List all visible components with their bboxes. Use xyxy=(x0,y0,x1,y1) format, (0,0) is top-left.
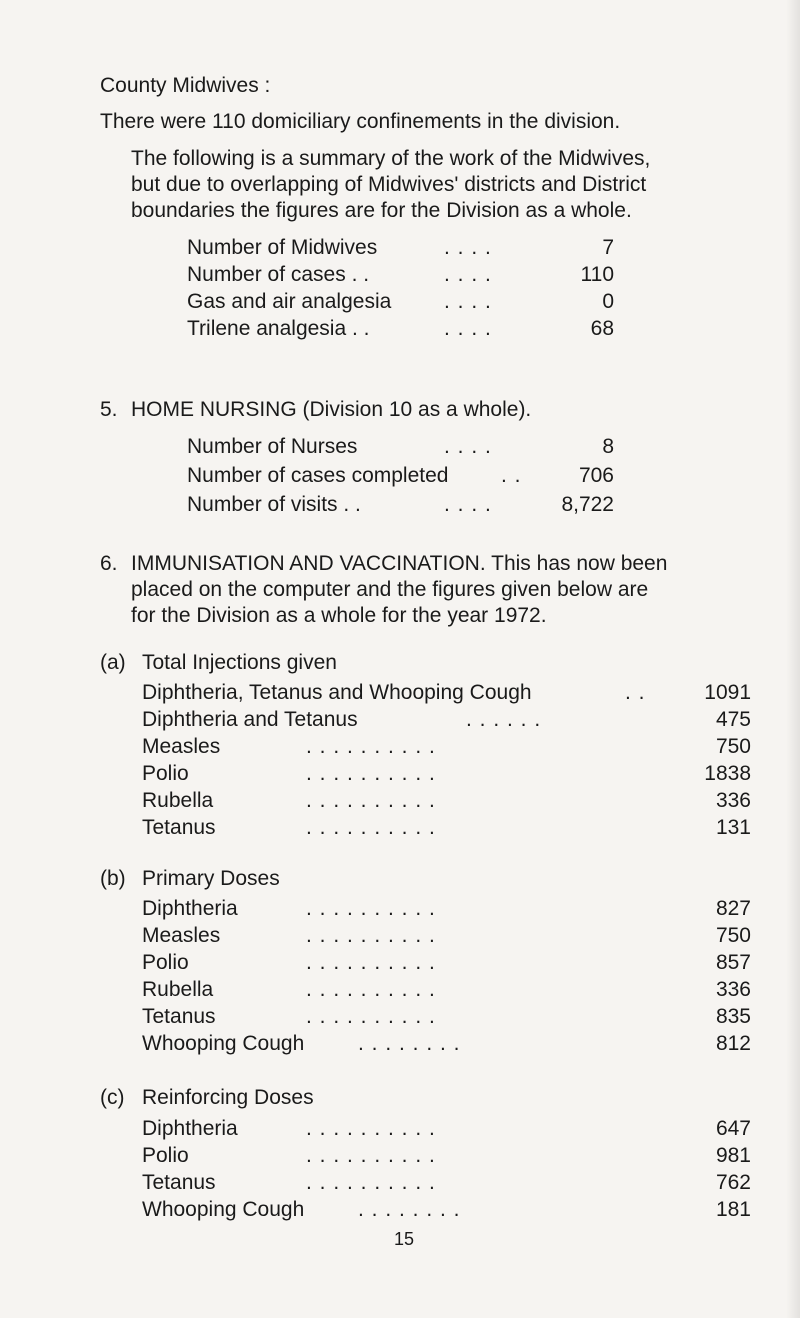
immunisation-heading-line: placed on the computer and the figures given below are xyxy=(131,578,649,601)
row-value: 827 xyxy=(715,897,751,920)
row-value: 812 xyxy=(715,1032,751,1055)
leader-dots: . . . . . . . . . . xyxy=(306,1171,436,1194)
stat-value: 8,722 xyxy=(561,493,614,516)
leader-dots: . . . . . . . . xyxy=(358,1198,461,1221)
row-label: Rubella xyxy=(142,978,214,1001)
midwives-paragraph-line: but due to overlapping of Midwives' districts and District xyxy=(131,173,647,196)
leader-dots: . . . . . . . . . . xyxy=(306,1117,436,1140)
page-edge-shadow xyxy=(786,0,800,1318)
leader-dots: . . . . . . . . . . xyxy=(306,978,436,1001)
row-label: Diphtheria and Tetanus xyxy=(142,708,358,731)
row-value: 647 xyxy=(715,1117,751,1140)
leader-dots: . . xyxy=(501,464,522,487)
stat-value: 7 xyxy=(602,236,614,259)
midwives-paragraph-line: boundaries the figures are for the Division as a whole. xyxy=(131,199,632,222)
row-value: 336 xyxy=(715,789,751,812)
section-number: 5. xyxy=(100,398,118,421)
row-value: 336 xyxy=(715,978,751,1001)
leader-dots: . . . . xyxy=(444,317,492,340)
row-value: 131 xyxy=(715,816,751,839)
row-label: Rubella xyxy=(142,789,214,812)
subsection-letter: (a) xyxy=(100,651,126,674)
row-value: 181 xyxy=(715,1198,751,1221)
row-label: Whooping Cough xyxy=(142,1032,305,1055)
stat-value: 706 xyxy=(578,464,614,487)
row-value: 762 xyxy=(715,1171,751,1194)
row-value: 750 xyxy=(715,924,751,947)
row-label: Tetanus xyxy=(142,816,216,839)
stat-value: 68 xyxy=(590,317,614,340)
row-label: Polio xyxy=(142,762,189,785)
stat-label: Trilene analgesia . . xyxy=(187,317,370,340)
leader-dots: . . xyxy=(625,681,646,704)
stat-label: Number of Midwives xyxy=(187,236,378,259)
row-label: Diphtheria, Tetanus and Whooping Cough xyxy=(142,681,532,704)
row-label: Diphtheria xyxy=(142,1117,238,1140)
subsection-title: Reinforcing Doses xyxy=(142,1086,314,1109)
stat-value: 0 xyxy=(602,290,614,313)
leader-dots: . . . . . . . . . . xyxy=(306,897,436,920)
immunisation-heading-line: for the Division as a whole for the year 1972. xyxy=(131,604,547,627)
leader-dots: . . . . . . . . . . xyxy=(306,1005,436,1028)
row-label: Polio xyxy=(142,1144,189,1167)
subsection-title: Primary Doses xyxy=(142,867,280,890)
stat-label: Number of Nurses xyxy=(187,435,358,458)
immunisation-heading-line: IMMUNISATION AND VACCINATION. This has now been xyxy=(131,552,668,575)
midwives-intro: There were 110 domiciliary confinements in the division. xyxy=(100,110,621,133)
subsection-title: Total Injections given xyxy=(142,651,337,674)
stat-label: Number of visits . . xyxy=(187,493,361,516)
midwives-heading: County Midwives : xyxy=(100,74,271,97)
stat-label: Number of cases completed xyxy=(187,464,449,487)
page-number: 15 xyxy=(394,1229,415,1249)
leader-dots: . . . . xyxy=(444,290,492,313)
section-number: 6. xyxy=(100,552,118,575)
stat-label: Number of cases . . xyxy=(187,263,370,286)
row-label: Diphtheria xyxy=(142,897,238,920)
stat-label: Gas and air analgesia xyxy=(187,290,392,313)
stat-value: 110 xyxy=(580,263,614,286)
row-label: Polio xyxy=(142,951,189,974)
row-label: Measles xyxy=(142,735,221,758)
row-value: 981 xyxy=(715,1144,751,1167)
leader-dots: . . . . . . . . . . xyxy=(306,735,436,758)
row-value: 857 xyxy=(715,951,751,974)
leader-dots: . . . . . . xyxy=(466,708,542,731)
subsection-letter: (b) xyxy=(100,867,126,890)
home-nursing-heading: HOME NURSING (Division 10 as a whole). xyxy=(131,398,532,421)
row-value: 475 xyxy=(715,708,751,731)
leader-dots: . . . . . . . . . . xyxy=(306,816,436,839)
row-label: Whooping Cough xyxy=(142,1198,305,1221)
row-value: 835 xyxy=(715,1005,751,1028)
leader-dots: . . . . . . . . xyxy=(358,1032,461,1055)
midwives-paragraph-line: The following is a summary of the work of the Midwives, xyxy=(131,147,651,170)
row-value: 1838 xyxy=(704,762,751,785)
leader-dots: . . . . . . . . . . xyxy=(306,762,436,785)
row-label: Measles xyxy=(142,924,221,947)
row-label: Tetanus xyxy=(142,1171,216,1194)
subsection-letter: (c) xyxy=(100,1086,125,1109)
leader-dots: . . . . xyxy=(444,493,492,516)
row-label: Tetanus xyxy=(142,1005,216,1028)
leader-dots: . . . . xyxy=(444,435,492,458)
row-value: 750 xyxy=(715,735,751,758)
leader-dots: . . . . . . . . . . xyxy=(306,951,436,974)
leader-dots: . . . . . . . . . . xyxy=(306,789,436,812)
leader-dots: . . . . . . . . . . xyxy=(306,1144,436,1167)
leader-dots: . . . . xyxy=(444,263,492,286)
leader-dots: . . . . xyxy=(444,236,492,259)
stat-value: 8 xyxy=(602,435,614,458)
leader-dots: . . . . . . . . . . xyxy=(306,924,436,947)
row-value: 1091 xyxy=(704,681,751,704)
